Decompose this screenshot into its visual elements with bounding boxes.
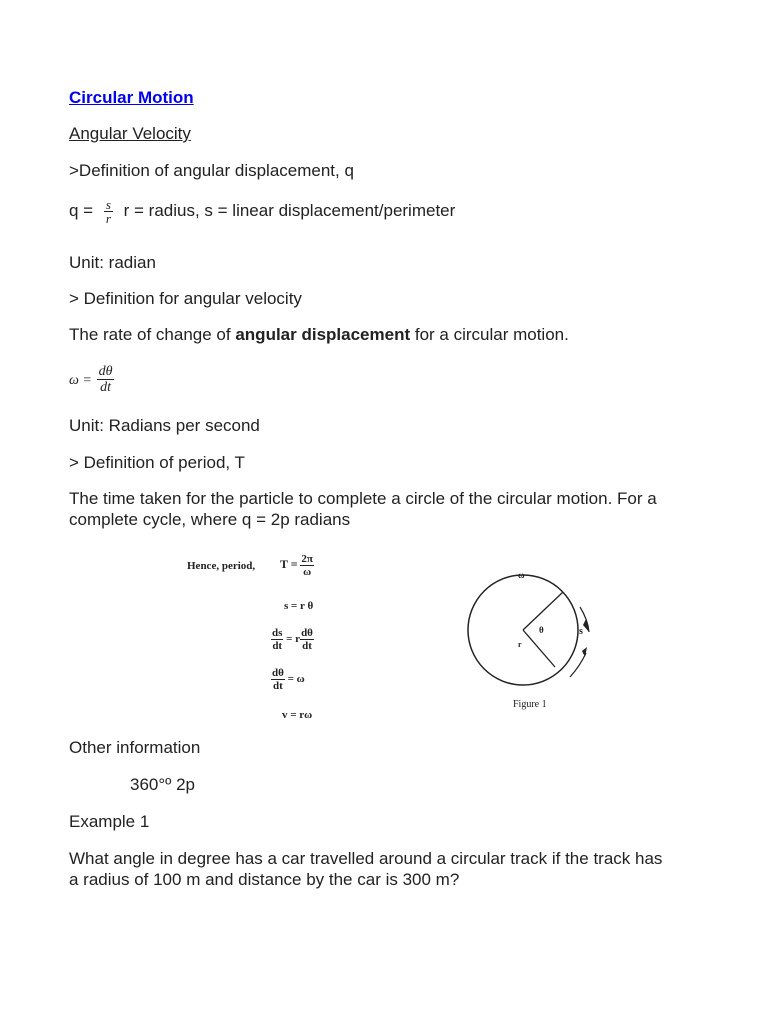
rate-sentence bbox=[69, 324, 569, 345]
s-over-r-fraction bbox=[104, 198, 113, 225]
rate-pre: The rate of change of bbox=[69, 325, 236, 344]
dtheta-over-dt-2 bbox=[271, 667, 285, 692]
omega-label: ω bbox=[518, 570, 525, 580]
title-link[interactable]: Circular Motion bbox=[69, 88, 194, 107]
other-information: Other information bbox=[69, 738, 201, 757]
rate-post: for a circular motion. bbox=[410, 325, 569, 344]
dtheta-dt-omega-equation bbox=[271, 667, 305, 692]
period-numerator: 2π bbox=[301, 553, 313, 565]
example-title: Example 1 bbox=[69, 812, 150, 831]
q-lhs: q = bbox=[69, 200, 94, 220]
dtheta2-numerator: dθ bbox=[272, 667, 284, 679]
equals-r: = r bbox=[286, 633, 301, 646]
two-pi-over-omega bbox=[300, 553, 314, 578]
dtheta2-denominator: dt bbox=[273, 680, 283, 692]
fraction-denominator: r bbox=[105, 211, 111, 226]
period-lhs: T = bbox=[280, 557, 298, 572]
definition-angular-velocity: > Definition for angular velocity bbox=[69, 289, 302, 308]
question-line-2: a radius of 100 m and distance by the car is 300 m? bbox=[69, 870, 460, 889]
page-title[interactable] bbox=[69, 87, 194, 108]
rate-bold: angular displacement bbox=[235, 325, 411, 344]
dtheta-over-dt-fig bbox=[300, 627, 314, 652]
s-equals-r-theta: s = r θ bbox=[284, 600, 314, 612]
ds-over-dt bbox=[271, 627, 283, 652]
v-equals-r-omega: v = rω bbox=[282, 709, 313, 721]
s-label: s bbox=[579, 626, 583, 637]
r-label: r bbox=[518, 640, 522, 649]
hence-period-text: Hence, period, bbox=[187, 560, 256, 572]
figure-caption: Figure 1 bbox=[513, 699, 547, 710]
section-heading: Angular Velocity bbox=[69, 124, 191, 143]
dtheta-denominator: dt bbox=[302, 640, 312, 652]
radius-line-lower bbox=[523, 630, 555, 667]
ds-dt-equation bbox=[271, 627, 314, 652]
equals-omega: = ω bbox=[287, 673, 305, 686]
ds-denominator: dt bbox=[272, 640, 283, 652]
period-denominator: ω bbox=[303, 566, 312, 578]
omega-formula bbox=[69, 364, 114, 395]
omega-numerator: dθ bbox=[98, 364, 113, 379]
definition-angular-displacement: >Definition of angular displacement, q bbox=[69, 161, 354, 180]
theta-label: θ bbox=[539, 625, 544, 635]
equivalence-line: 360°º 2p bbox=[130, 775, 196, 794]
unit-radians-per-second: Unit: Radians per second bbox=[69, 416, 260, 435]
arc-arrow-lower bbox=[570, 653, 586, 677]
ds-numerator: ds bbox=[272, 627, 283, 639]
omega-denominator: dt bbox=[100, 380, 111, 395]
q-formula-line bbox=[69, 198, 455, 225]
circle-diagram bbox=[455, 560, 605, 720]
arrowhead-lower bbox=[582, 647, 587, 657]
question-line-1: What angle in degree has a car travelled around a circular track if the track has bbox=[69, 849, 663, 868]
unit-radian: Unit: radian bbox=[69, 253, 156, 272]
time-taken-line-2: complete cycle, where q = 2p radians bbox=[69, 510, 351, 529]
period-equation bbox=[280, 553, 314, 578]
q-description: r = radius, s = linear displacement/perimeter bbox=[123, 200, 456, 220]
fraction-numerator: s bbox=[105, 197, 111, 212]
dtheta-over-dt-fraction bbox=[97, 364, 115, 395]
definition-period: > Definition of period, T bbox=[69, 453, 245, 472]
dtheta-numerator: dθ bbox=[301, 627, 313, 639]
hence-period-label bbox=[187, 560, 255, 572]
omega-lhs: ω = bbox=[69, 372, 92, 388]
time-taken-line-1: The time taken for the particle to complete a circle of the circular motion. For a bbox=[69, 489, 657, 508]
